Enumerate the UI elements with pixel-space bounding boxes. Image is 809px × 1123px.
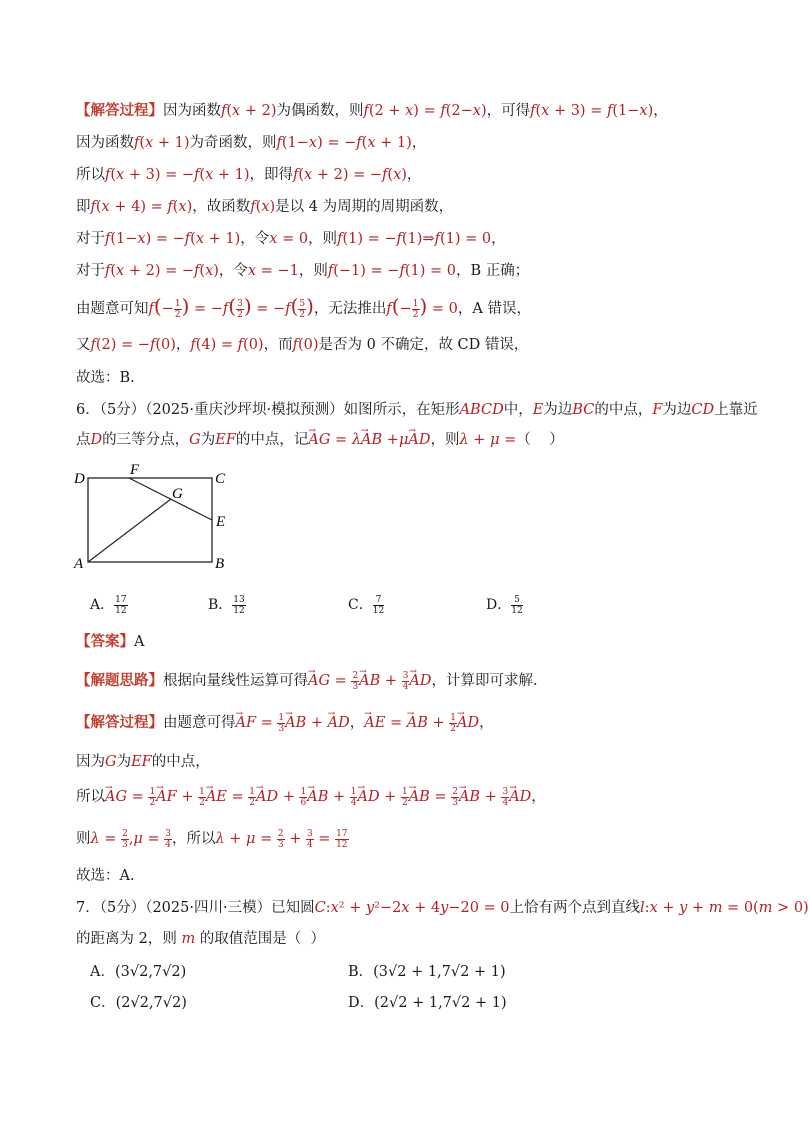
text-line: 由题意可知f(− $\frac{1}{2}$ ) = −f( $\frac{3}{2}$ ) = −f( $\frac{5}{2}$ )，无法推出f(− $\frac{1}{2}$ ) = 0，A 错误， xyxy=(76,294,531,320)
question-6-stem-2: 点D的三等分点，G为EF的中点，记→ AG = λ→ AB +μ→ AD，则λ + μ =（ ） xyxy=(76,430,564,450)
option-a: A． $\frac{17}{12}$ xyxy=(90,594,127,616)
text-line: 又f(2) = −f(0)，f(4) = f(0)，而f(0)是否为 0 不确定，故 CD 错误， xyxy=(76,337,529,353)
label-b: B xyxy=(215,556,225,572)
q7-option-d: D．(2√2 + 1,7√2 + 1) xyxy=(348,995,507,1011)
q7-option-a: A．(3√2,7√2) xyxy=(90,964,187,980)
solution-process-1: 【解答过程】由题意可得→ AF = $\frac{1}{3}$ → AB + → AD，→ AE = → AB + $\frac{1}{2}$ → AD， xyxy=(76,710,494,736)
label-a: A xyxy=(74,556,84,572)
text-line: 因为函数f(x + 1)为奇函数，则f(1−x) = −f(x + 1)， xyxy=(76,135,427,151)
question-6-stem: 6．（5分）（2025·重庆沙坪坝·模拟预测）如图所示，在矩形ABCD中，E为边BC的中点，F为边CD上靠近 xyxy=(76,402,758,418)
q7-option-c: C．(2√2,7√2) xyxy=(90,995,187,1011)
segment-ag xyxy=(88,499,171,562)
geometry-diagram xyxy=(70,458,250,578)
option-b: B． $\frac{13}{12}$ xyxy=(208,594,245,616)
solution-idea: 【解题思路】根据向量线性运算可得→ AG = $\frac{2}{3}$ → AB + $\frac{3}{4}$ → AD，计算即可求解. xyxy=(76,668,538,694)
rectangle-figure xyxy=(70,458,250,582)
choose-a: 故选：A. xyxy=(76,868,135,884)
answer-line: 【答案】A xyxy=(76,633,145,650)
label-e: E xyxy=(216,514,226,530)
text-line: 【解答过程】因为函数f(x + 2)为偶函数，则f(2 + x) = f(2−x)，可得f(x + 3) = f(1−x)， xyxy=(76,102,668,119)
solution-process-4: 则λ = $\frac{2}{3}$ ,μ = $\frac{3}{4}$ ，所以λ + μ = $\frac{2}{3}$ + $\frac{3}{4}$ = $\frac{17}{12}$ xyxy=(76,828,348,850)
text-line: 对于f(1−x) = −f(x + 1)，令x = 0，则f(1) = −f(1)⇒f(1) = 0， xyxy=(76,231,506,247)
text-line: 即f(x + 4) = f(x)，故函数f(x)是以 4 为周期的周期函数， xyxy=(76,199,454,215)
question-7-stem: 7．（5分）（2025·四川·三模）已知圆C:x² + y²−2x + 4y−20 = 0上恰有两个点到直线l:x + y + m = 0(m > 0) xyxy=(76,900,809,916)
question-7-stem-2: 的距离为 2，则 m 的取值范围是（ ） xyxy=(76,931,326,947)
option-c: C． $\frac{7}{12}$ xyxy=(348,594,385,616)
label-d: D xyxy=(74,471,85,487)
option-d: D． $\frac{5}{12}$ xyxy=(486,594,523,616)
q7-option-b: B．(3√2 + 1,7√2 + 1) xyxy=(348,964,506,980)
label-g: G xyxy=(172,486,183,502)
label-c: C xyxy=(215,471,226,487)
rectangle-abcd xyxy=(88,478,212,562)
solution-process-2: 因为G为EF的中点， xyxy=(76,754,210,770)
text-line: 对于f(x + 2) = −f(x)，令x = −1，则f(−1) = −f(1) = 0，B 正确； xyxy=(76,263,530,279)
solution-process-3: 所以→ AG = $\frac{1}{2}$ → AF + $\frac{1}{2}$ → AE = $\frac{1}{2}$ → AD + $\frac{1}{6}$ → AB + $\frac{1}{4}$ → AD + $\frac{1}{2}$ → AB = $\frac{2}{3}$ → AB + $\frac{3}{4}$ → AD， xyxy=(76,784,546,810)
text-line: 所以f(x + 3) = −f(x + 1)，即得f(x + 2) = −f(x)， xyxy=(76,167,422,183)
label-f: F xyxy=(130,462,140,478)
text-line: 故选：B. xyxy=(76,370,135,386)
